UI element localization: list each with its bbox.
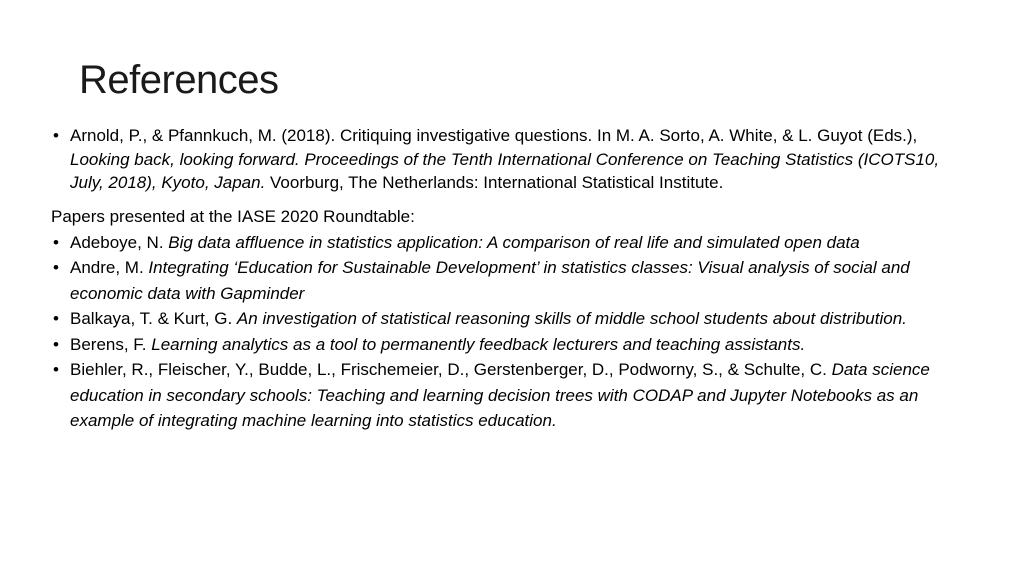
paper-authors: Andre, M. (70, 258, 149, 277)
paper-authors: Adeboye, N. (70, 232, 169, 252)
reference-authors: Arnold, P., & Pfannkuch, M. (2018). Critiquing investigative questions. In M. A. Sorto, A. White, & L. Guyot (Eds.), (70, 126, 918, 145)
paper-list (51, 230, 951, 434)
paper-item (51, 230, 951, 256)
paper-title: Learning analytics as a tool to permanently feedback lecturers and teaching assistants. (151, 334, 806, 354)
paper-authors: Berens, F. (70, 334, 152, 354)
paper-title: Data science education in secondary schools: Teaching and learning decision trees with CODAP and Jupyter Notebooks as an example of integrating machine learning into statistics education. (70, 360, 930, 430)
paper-title: Integrating ‘Education for Sustainable Development’ in statistics classes: Visual analysis of social and economic data with Gapminder (70, 258, 910, 303)
paper-title: Big data affluence in statistics application: A comparison of real life and simulated open data (168, 232, 860, 252)
paper-authors: Biehler, R., Fleischer, Y., Budde, L., Frischemeier, D., Gerstenberger, D., Podworny, S., & Schulte, C. (70, 360, 832, 379)
slide-body (51, 124, 951, 434)
paper-item (51, 306, 951, 332)
slide-title: References (79, 58, 279, 102)
reference-publisher: Voorburg, The Netherlands: International Statistical Institute. (265, 173, 724, 192)
paper-item (51, 332, 951, 358)
paper-item (51, 357, 951, 434)
paper-title: An investigation of statistical reasoning skills of middle school students about distribution. (236, 309, 907, 328)
reference-item (51, 124, 951, 195)
reference-title: Looking back, looking forward. Proceedings of the Tenth International Conference on Teaching Statistics (ICOTS10, July, 2018), Kyoto, Japan. (70, 149, 940, 192)
reference-list (51, 124, 951, 195)
paper-authors: Balkaya, T. & Kurt, G. (70, 309, 237, 328)
section-label: Papers presented at the IASE 2020 Roundtable: (51, 206, 415, 226)
paper-item (51, 255, 951, 306)
